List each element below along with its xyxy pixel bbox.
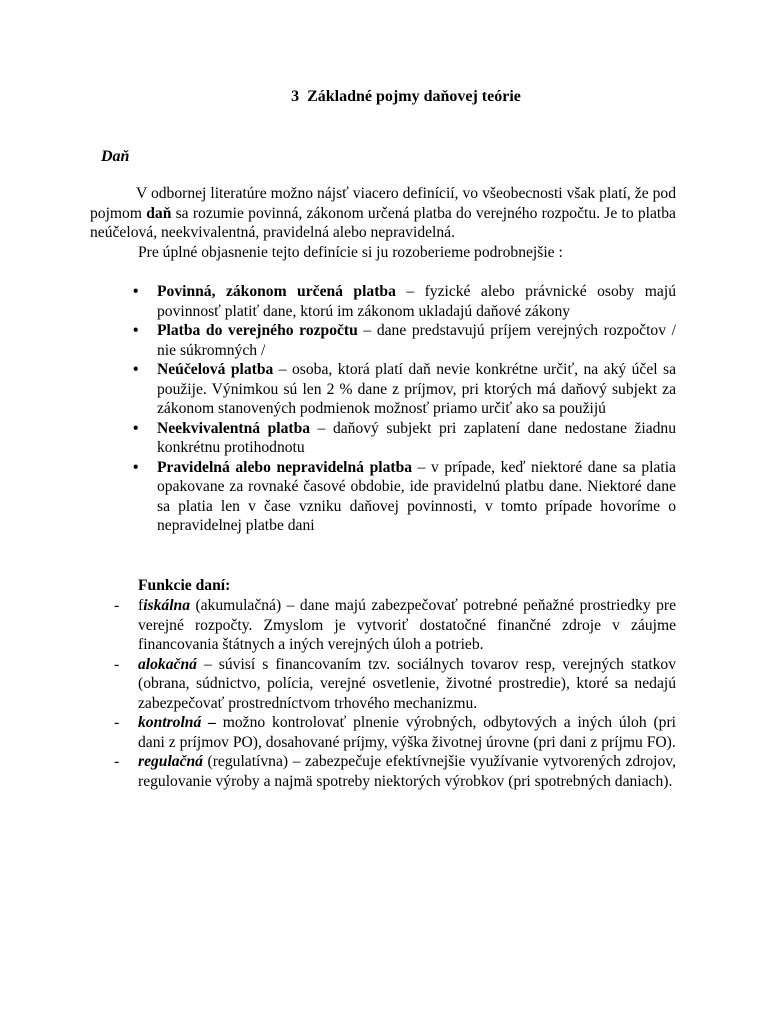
function-text: (akumulačná) – dane majú zabezpečovať potrebné peňažné prostriedky pre verejné rozpočty. Zmyslom je vytvoriť dostatočné finančné zdroje v záujme financovania štátnych a iných verejných úloh a potrieb. [138,597,676,653]
bullet-term: Neekvivalentná platba [157,419,311,437]
bullet-term: Neúčelová platba [157,361,274,378]
list-item [114,655,676,714]
bullet-icon: • [133,322,139,339]
function-prefix: f [138,597,144,614]
list-item [114,596,676,655]
list-item [133,419,677,458]
bullet-term: Pravidelná alebo nepravidelná platba [157,458,413,476]
intro-block [90,184,676,262]
list-item [133,360,676,419]
list-item [114,713,677,752]
function-term: regulačná [138,753,203,770]
dash-marker: - [114,655,120,673]
bullet-icon: • [133,458,139,476]
chapter-number: 3 [291,88,300,105]
bullet-term: Platba do verejného rozpočtu [157,322,358,339]
bullet-icon: • [133,361,139,378]
intro-text-2: sa rozumie povinná, zákonom určená platba do verejného rozpočtu. Je to platba neúčelová, neekvivalentná, pravidelná alebo nepravidelná. [90,204,676,241]
bullet-text: – fyzické alebo právnické osoby majú povinnosť platiť dane, ktorú im zákonom ukladajú daňové zákony [157,283,676,320]
functions-list [114,596,677,791]
intro-paragraph [90,184,676,243]
dash-marker: - [114,714,120,731]
dash-marker: - [114,753,120,770]
function-text: (regulatívna) – zabezpečuje efektívnejšie využívanie vytvorených zdrojov, regulovanie výroby a najmä spotreby niektorých výrobkov (pri spotrebných daniach). [138,753,676,790]
chapter-title: Základné pojmy daňovej teórie [307,88,521,105]
bullet-text: – osoba, ktorá platí daň nevie konkrétne určiť, na aký účel sa použije. Výnimkou sú len 2 % dane z príjmov, pri ktorých má daňový subjekt za zákonom stanovených podmienok možnosť priamo určiť ako sa použijú [157,361,676,417]
function-term: kontrolná – [138,714,216,731]
bullet-text: – dane predstavujú príjem verejných rozpočtov / nie súkromných / [157,322,676,359]
list-item [114,752,676,791]
function-term: iskálna [143,597,190,614]
bullet-text: – daňový subjekt pri zaplatení dane nedostane žiadnu konkrétnu protihodnotu [157,419,677,456]
intro-paragraph-2: Pre úplné objasnenie tejto definície si ju rozoberieme podrobnejšie : [138,243,563,261]
intro-text-1: V odbornej literatúre možno nájsť viacero definícií, vo všeobecnosti však platí, že pod pojmom [90,185,676,222]
bullet-term: Povinná, zákonom určená platba [157,283,396,300]
function-text: – súvisí s financovaním tzv. sociálnych tovarov resp, verejných statkov (obrana, súdnictvo, polícia, verejné osvetlenie, životné prostredie), ktoré sa nedajú zabezpečovať prostredníctvom trhového mechanizmu. [138,655,676,712]
function-text: možno kontrolovať plnenie výrobných, odbytových a iných úloh (pri dani z príjmov PO), dosahované príjmy, výška životnej úrovne (pri dani z príjmu FO). [138,714,677,751]
list-item [133,321,676,360]
intro-bold-term: daň [146,204,172,222]
dash-marker: - [114,597,120,614]
function-term: alokačná [138,655,197,673]
list-item [133,282,676,321]
chapter-heading [0,87,768,107]
bullet-icon: • [133,419,139,437]
functions-heading: Funkcie daní: [138,577,231,594]
bullet-icon: • [133,283,139,300]
definition-bullet-list [133,282,677,536]
list-item [133,458,676,536]
bullet-text: – v prípade, keď niektoré dane sa platia opakovane za rovnaké časové obdobie, ide pravidelnú platbu dane. Niektoré dane sa platia len v čase vzniku daňovej povinnosti, v tomto prípade hovoríme o nepravidelnej platbe dani [157,458,676,534]
section-title: Daň [101,148,130,165]
